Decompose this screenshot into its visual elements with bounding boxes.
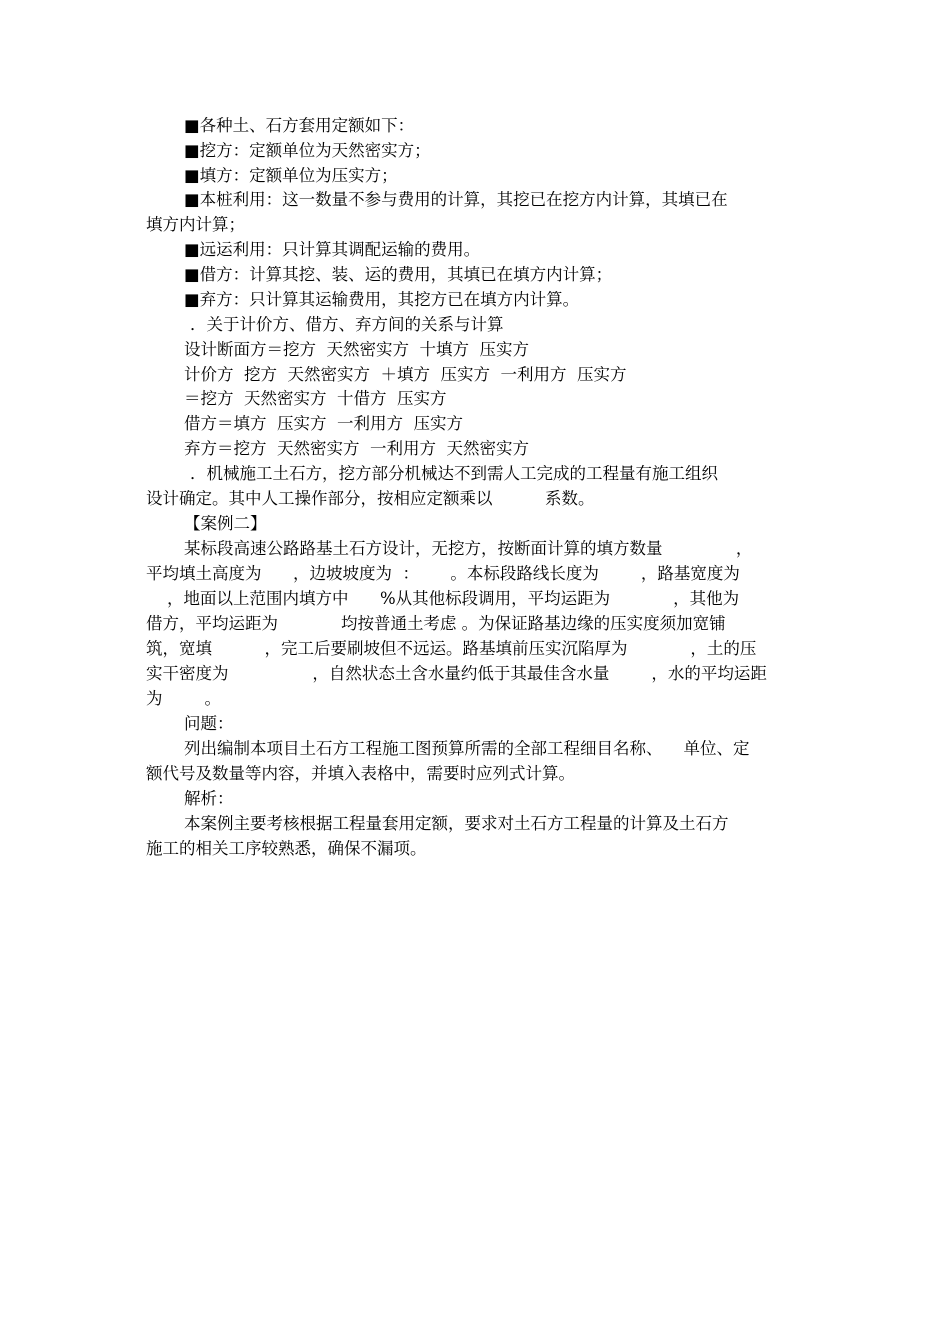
text-line: ■各种土、石方套用定额如下： <box>184 116 415 135</box>
text-line: 施工的相关工序较熟悉，确保不漏项。 <box>146 839 427 858</box>
text-line: 填方内计算； <box>146 215 245 234</box>
text-line: 设计确定。其中人工操作部分，按相应定额乘以 系数。 <box>146 489 595 508</box>
text-line: ■挖方：定额单位为天然密实方； <box>184 141 431 160</box>
text-line: 筑，宽填 ，完工后要刷坡但不远运。路基填前压实沉陷厚为 ，土的压 <box>146 639 757 658</box>
formula-line: 借方＝填方 压实方 一利用方 压实方 <box>184 414 463 433</box>
text-line: 某标段高速公路路基土石方设计，无挖方，按断面计算的填方数量 ， <box>184 539 753 558</box>
question-heading: 问题： <box>184 714 234 733</box>
text-line: ■弃方：只计算其运输费用，其挖方已在填方内计算。 <box>184 290 580 309</box>
text-line: ■远运利用：只计算其调配运输的费用。 <box>184 240 481 259</box>
text-line: ■借方：计算其挖、装、运的费用，其填已在填方内计算； <box>184 265 613 284</box>
text-line: 列出编制本项目土石方工程施工图预算所需的全部工程细目名称、 单位、定 <box>184 739 750 758</box>
text-line: ，地面以上范围内填方中 %从其他标段调用，平均运距为 ，其他为 <box>146 589 740 608</box>
text-line: 为 。 <box>146 689 221 708</box>
text-line: ■填方：定额单位为压实方； <box>184 166 398 185</box>
formula-line: 设计断面方＝挖方 天然密实方 十填方 压实方 <box>184 340 529 359</box>
formula-line: 弃方＝挖方 天然密实方 一利用方 天然密实方 <box>184 439 529 458</box>
text-line: ．关于计价方、借方、弃方间的关系与计算 <box>190 315 504 334</box>
text-line: 实干密度为 ，自然状态土含水量约低于其最佳含水量 ，水的平均运距 <box>146 664 767 683</box>
text-line: ．机械施工土石方，挖方部分机械达不到需人工完成的工程量有施工组织 <box>190 464 718 483</box>
case-heading: 【案例二】 <box>184 514 267 533</box>
text-line: 额代号及数量等内容，并填入表格中，需要时应列式计算。 <box>146 764 575 783</box>
text-line: 本案例主要考核根据工程量套用定额，要求对土石方工程量的计算及土石方 <box>184 814 729 833</box>
text-line: 借方，平均运距为 均按普通土考虑 。为保证路基边缘的压实度须加宽铺 <box>146 614 726 633</box>
text-line: 平均填土高度为 ，边坡坡度为 ： 。本标段路线长度为 ，路基宽度为 <box>146 564 740 583</box>
text-line: ■本桩利用：这一数量不参与费用的计算，其挖已在挖方内计算，其填已在 <box>184 190 728 209</box>
formula-line: 计价方 挖方 天然密实方 ＋填方 压实方 一利用方 压实方 <box>184 365 627 384</box>
formula-line: ＝挖方 天然密实方 十借方 压实方 <box>184 389 447 408</box>
analysis-heading: 解析： <box>184 789 234 808</box>
